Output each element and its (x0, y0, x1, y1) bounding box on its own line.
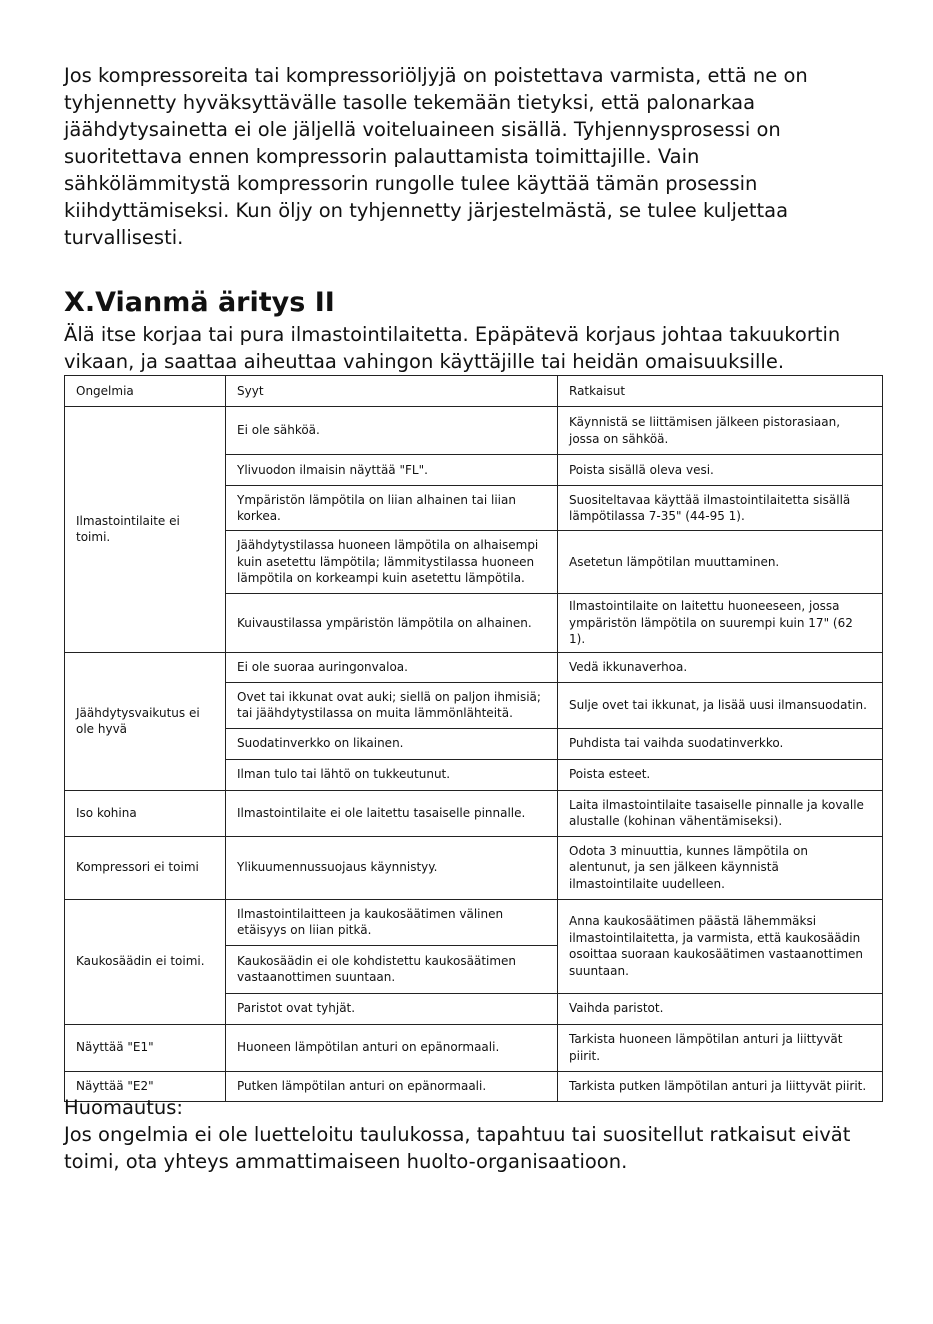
cause-cell: Ylivuodon ilmaisin näyttää "FL". (226, 455, 558, 486)
solution-cell: Poista esteet. (558, 759, 883, 790)
table-row (65, 1024, 883, 1071)
problem-cell: Kaukosäädin ei toimi. (65, 899, 226, 1024)
solution-cell: Sulje ovet tai ikkunat, ja lisää uusi ilmansuodatin. (558, 682, 883, 728)
cause-cell: Ilman tulo tai lähtö on tukkeutunut. (226, 759, 558, 790)
problem-cell: Ilmastointilaite ei toimi. (65, 407, 226, 653)
solution-cell: Anna kaukosäätimen päästä lähemmäksi ilmastointilaitetta, ja varmista, että kaukosäädin osoittaa suoraan kaukosäätimen vastaanottimen suuntaan. (558, 899, 883, 993)
table-row (65, 899, 883, 945)
header-problem: Ongelmia (65, 376, 226, 407)
note-title: Huomautus: (64, 1096, 183, 1119)
solution-cell: Tarkista huoneen lämpötilan anturi ja liittyvät piirit. (558, 1024, 883, 1071)
solution-cell: Odota 3 minuuttia, kunnes lämpötila on alentunut, ja sen jälkeen käynnistä ilmastointilaite uudelleen. (558, 836, 883, 899)
solution-cell: Ilmastointilaite on laitettu huoneeseen, jossa ympäristön lämpötila on suurempi kuin 17" (62 1). (558, 594, 883, 653)
problem-cell: Kompressori ei toimi (65, 836, 226, 899)
cause-cell: Ylikuumennussuojaus käynnistyy. (226, 836, 558, 899)
table-row (65, 652, 883, 682)
cause-cell: Jäähdytystilassa huoneen lämpötila on alhaisempi kuin asetettu lämpötila; lämmitystilassa huoneen lämpötila on korkeampi kuin asetettu lämpötila. (226, 531, 558, 594)
cause-cell: Ilmastointilaitteen ja kaukosäätimen välinen etäisyys on liian pitkä. (226, 899, 558, 945)
cause-cell: Kaukosäädin ei ole kohdistettu kaukosäätimen vastaanottimen suuntaan. (226, 945, 558, 993)
section-heading: X.Vianmä äritys II (64, 287, 335, 318)
solution-cell: Puhdista tai vaihda suodatinverkko. (558, 728, 883, 759)
solution-cell: Vaihda paristot. (558, 993, 883, 1024)
solution-cell: Suositeltavaa käyttää ilmastointilaitetta sisällä lämpötilassa 7-35" (44-95 1). (558, 486, 883, 531)
table-row (65, 790, 883, 836)
solution-cell: Asetetun lämpötilan muuttaminen. (558, 531, 883, 594)
warning-paragraph: Älä itse korjaa tai pura ilmastointilaitetta. Epäpätevä korjaus johtaa takuukortin vikaan, ja saattaa aiheuttaa vahingon käyttäjille tai heidän omaisuuksille. (64, 323, 841, 373)
problem-cell: Näyttää "E2" (65, 1071, 226, 1101)
solution-cell: Käynnistä se liittämisen jälkeen pistorasiaan, jossa on sähköä. (558, 407, 883, 455)
solution-cell: Vedä ikkunaverhoa. (558, 652, 883, 682)
cause-cell: Ei ole sähköä. (226, 407, 558, 455)
cause-cell: Huoneen lämpötilan anturi on epänormaali. (226, 1024, 558, 1071)
problem-cell: Jäähdytysvaikutus ei ole hyvä (65, 652, 226, 790)
problem-cell: Iso kohina (65, 790, 226, 836)
note-text: Jos ongelmia ei ole luetteloitu taulukossa, tapahtuu tai suositellut ratkaisut eivät toimi, ota yhteys ammattimaiseen huolto-organisaatioon. (64, 1123, 851, 1173)
table-row (65, 836, 883, 899)
cause-cell: Ilmastointilaite ei ole laitettu tasaiselle pinnalle. (226, 790, 558, 836)
problem-cell: Näyttää "E1" (65, 1024, 226, 1071)
troubleshooting-table (64, 375, 883, 1102)
cause-cell: Suodatinverkko on likainen. (226, 728, 558, 759)
cause-cell: Ympäristön lämpötila on liian alhainen tai liian korkea. (226, 486, 558, 531)
solution-cell: Tarkista putken lämpötilan anturi ja liittyvät piirit. (558, 1071, 883, 1101)
cause-cell: Kuivaustilassa ympäristön lämpötila on alhainen. (226, 594, 558, 653)
header-solution: Ratkaisut (558, 376, 883, 407)
solution-cell: Laita ilmastointilaite tasaiselle pinnalle ja kovalle alustalle (kohinan vähentämiseksi). (558, 790, 883, 836)
table-header-row (65, 376, 883, 407)
intro-paragraph: Jos kompressoreita tai kompressoriöljyjä on poistettava varmista, että ne on tyhjennetty hyväksyttävälle tasolle tekemään tietyksi, että palonarkaa jäähdytysainetta ei ole jäljellä voiteluaineen sisällä. Tyhjennysprosessi on suoritettava ennen kompressorin palauttamista toimittajille. Vain sähkölämmitystä kompressorin rungolle tulee käyttää tämän prosessin kiihdyttämiseksi. Kun öljy on tyhjennetty järjestelmästä, se tulee kuljettaa turvallisesti. (64, 64, 808, 249)
table-row (65, 407, 883, 455)
cause-cell: Putken lämpötilan anturi on epänormaali. (226, 1071, 558, 1101)
cause-cell: Ei ole suoraa auringonvaloa. (226, 652, 558, 682)
cause-cell: Paristot ovat tyhjät. (226, 993, 558, 1024)
solution-cell: Poista sisällä oleva vesi. (558, 455, 883, 486)
table-row (65, 1071, 883, 1101)
cause-cell: Ovet tai ikkunat ovat auki; siellä on paljon ihmisiä; tai jäähdytystilassa on muita lämmönlähteitä. (226, 682, 558, 728)
header-cause: Syyt (226, 376, 558, 407)
